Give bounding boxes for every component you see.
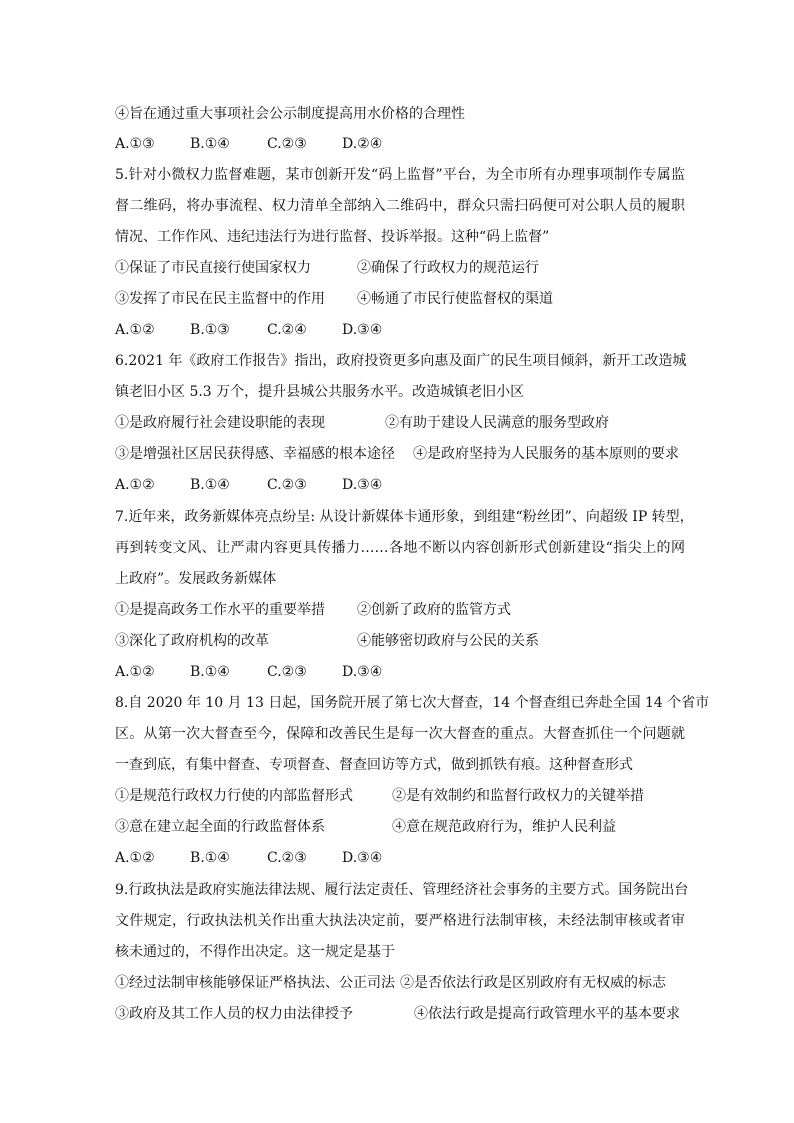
q6-answer-b: B.①④: [190, 477, 230, 493]
q4-answer-c: C.②③: [267, 136, 307, 152]
q7-stem-line-1: 7.近年来，政务新媒体亮点纷呈: 从设计新媒体卡通形象，到组建“粉丝团”、向超级 IP 转型，: [115, 509, 694, 525]
q4-answer-a: A.①③: [115, 136, 155, 152]
q5-option-4: ④畅通了市民行使监督权的渠道: [357, 291, 553, 307]
q6-option-2: ②有助于建设人民满意的服务型政府: [385, 415, 609, 431]
q8-stem-line-2: 区。从第一次大督查至今，保障和改善民生是每一次大督查的重点。大督查抓住一个问题就: [115, 726, 685, 742]
q8-stem-line-1: 8.自 2020 年 10 月 13 日起，国务院开展了第七次大督查，14 个督查组已奔赴全国 14 个省市: [115, 695, 710, 711]
q6-answer-d: D.③④: [342, 477, 383, 493]
q7-stem-line-2: 再到转变文风、让严肃内容更具传播力……各地不断以内容创新形式创新建设“指尖上的网: [115, 540, 685, 556]
q8-answer-c: C.②③: [267, 850, 307, 866]
q5-answer-b: B.①③: [190, 322, 230, 338]
q4-answer-b: B.①④: [190, 136, 230, 152]
q5-stem-line-2: 督二维码，将办事流程、权力清单全部纳入二维码中，群众只需扫码便可对公职人员的履职: [115, 198, 685, 214]
q7-stem-line-3: 上政府”。发展政务新媒体: [115, 571, 277, 587]
q7-answer-c: C.②③: [267, 664, 307, 680]
q8-answer-d: D.③④: [342, 850, 383, 866]
q8-answer-b: B.①④: [190, 850, 230, 866]
q9-option-2: ②是否依法行政是区别政府有无权威的标志: [400, 975, 666, 991]
q7-answer-d: D.③④: [342, 664, 383, 680]
q9-stem-line-1: 9.行政执法是政府实施法律法规、履行法定责任、管理经济社会事务的主要方式。国务院出台: [115, 882, 689, 898]
q5-option-1: ①保证了市民直接行使国家权力: [115, 260, 311, 276]
q5-option-2: ②确保了行政权力的规范运行: [357, 260, 539, 276]
q9-stem-line-2: 文件规定，行政执法机关作出重大执法决定前，要严格进行法制审核，未经法制审核或者审: [115, 913, 685, 929]
q6-stem-line-2: 镇老旧小区 5.3 万个，提升县城公共服务水平。改造城镇老旧小区: [115, 384, 525, 400]
q6-option-1: ①是政府履行社会建设职能的表现: [115, 415, 325, 431]
q5-option-3: ③发挥了市民在民主监督中的作用: [115, 291, 325, 307]
q7-option-1: ①是提高政务工作水平的重要举措: [115, 602, 325, 618]
q7-answer-b: B.①④: [190, 664, 230, 680]
q7-option-2: ②创新了政府的监管方式: [357, 602, 511, 618]
q9-option-1: ①经过法制审核能够保证严格执法、公正司法: [115, 975, 395, 991]
q4-answer-d: D.②④: [342, 136, 383, 152]
q8-option-4: ④意在规范政府行为，维护人民利益: [392, 819, 616, 835]
q5-stem-line-1: 5.针对小微权力监督难题，某市创新开发“码上监督”平台，为全市所有办理事项制作专属监: [115, 167, 685, 183]
q6-stem-line-1: 6.2021 年《政府工作报告》指出，政府投资更多向惠及面广的民生项目倾斜，新开工改造城: [115, 353, 687, 369]
q8-answer-a: A.①②: [115, 850, 155, 866]
q7-answer-a: A.①②: [115, 664, 155, 680]
q6-option-4: ④是政府坚持为人民服务的基本原则的要求: [413, 446, 679, 462]
q7-option-3: ③深化了政府机构的改革: [115, 633, 269, 649]
q6-answer-a: A.①②: [115, 477, 155, 493]
q7-option-4: ④能够密切政府与公民的关系: [357, 633, 539, 649]
q9-option-3: ③政府及其工作人员的权力由法律授予: [115, 1006, 353, 1022]
q8-option-3: ③意在建立起全面的行政监督体系: [115, 819, 325, 835]
q4-option-4: ④旨在通过重大事项社会公示制度提高用水价格的合理性: [115, 106, 465, 122]
q8-option-2: ②是有效制约和监督行政权力的关键举措: [392, 788, 644, 804]
q6-answer-c: C.②③: [267, 477, 307, 493]
q5-answer-d: D.③④: [342, 322, 383, 338]
q9-stem-line-3: 核未通过的，不得作出决定。这一规定是基于: [115, 944, 395, 960]
q8-stem-line-3: 一查到底，有集中督查、专项督查、督查回访等方式，做到抓铁有痕。这种督查形式: [115, 757, 633, 773]
q5-answer-a: A.①②: [115, 322, 155, 338]
q9-option-4: ④依法行政是提高行政管理水平的基本要求: [414, 1006, 680, 1022]
q6-option-3: ③是增强社区居民获得感、幸福感的根本途径: [115, 446, 395, 462]
q5-stem-line-3: 情况、工作作风、违纪违法行为进行监督、投诉举报。这种“码上监督”: [115, 229, 550, 245]
q5-answer-c: C.②④: [267, 322, 307, 338]
q8-option-1: ①是规范行政权力行使的内部监督形式: [115, 788, 353, 804]
